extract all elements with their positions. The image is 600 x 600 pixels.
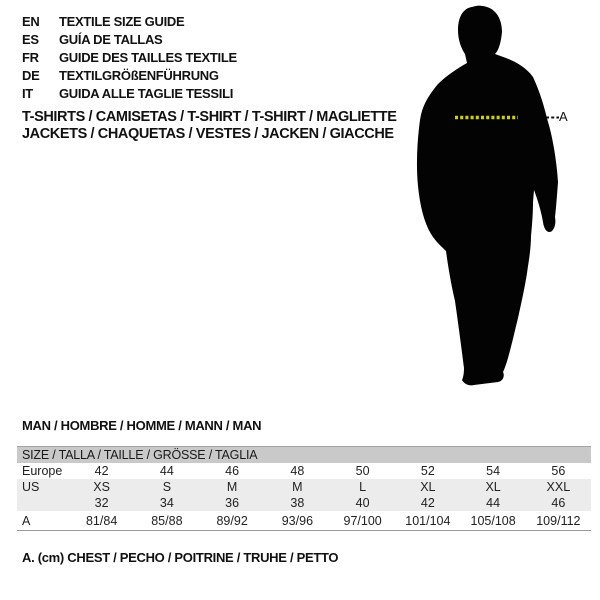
table-cell: 56: [551, 464, 566, 478]
size-table-header: SIZE / TALLA / TAILLE / GRÖSSE / TAGLIA: [17, 446, 591, 463]
table-cell: 97/100: [343, 513, 382, 528]
table-cell: 44: [159, 464, 174, 478]
table-cell: 85/88: [151, 513, 183, 528]
table-cell: 54: [486, 464, 501, 478]
table-cell: 44: [486, 495, 501, 510]
footnote-chest-measure: A. (cm) CHEST / PECHO / POITRINE / TRUHE / PETTO: [22, 550, 339, 565]
table-cell: 36: [225, 495, 240, 510]
table-row-a-chest: [17, 511, 591, 530]
table-cell: 46: [225, 464, 240, 478]
table-row-us: [17, 479, 591, 494]
table-cell: 81/84: [85, 513, 118, 528]
table-cell: M: [226, 479, 238, 494]
man-silhouette-svg: [410, 4, 580, 390]
language-list: [22, 13, 237, 103]
table-cell: 34: [159, 495, 174, 510]
table-cell: XXL: [546, 479, 571, 494]
table-cell: 101/104: [405, 513, 451, 528]
language-row-es: [22, 31, 237, 49]
product-line-jackets: JACKETS / CHAQUETAS / VESTES / JACKEN / GIACCHE: [22, 125, 394, 142]
table-cell: 52: [420, 464, 435, 478]
product-category-lines: [22, 109, 396, 142]
measure-a-label: A: [559, 109, 568, 124]
table-cell: 42: [420, 495, 435, 510]
table-cell: L: [359, 479, 367, 494]
table-cell: 109/112: [536, 513, 581, 528]
table-cell: XS: [93, 479, 110, 494]
language-row-fr: [22, 49, 237, 67]
language-row-de: [22, 67, 237, 85]
language-title: GUIDE DES TAILLES TEXTILE: [59, 50, 237, 65]
table-cell: XL: [420, 479, 436, 494]
man-silhouette-shape: [417, 6, 558, 386]
table-cell: S: [162, 479, 172, 494]
language-code: IT: [22, 86, 33, 101]
section-title-man: MAN / HOMBRE / HOMME / MANN / MAN: [22, 418, 262, 433]
language-title: TEXTILGRÖßENFÜHRUNG: [59, 68, 219, 83]
row-label: A: [22, 513, 31, 528]
language-title: GUÍA DE TALLAS: [59, 32, 163, 47]
language-code: FR: [22, 50, 39, 65]
table-cell: 93/96: [281, 513, 314, 528]
table-cell: 46: [551, 495, 566, 510]
table-row-europe: [17, 463, 591, 479]
language-row-it: [22, 85, 237, 103]
language-row-en: [22, 13, 237, 31]
table-cell: M: [292, 479, 303, 494]
language-code: DE: [22, 68, 40, 83]
row-label: US: [22, 479, 40, 494]
man-silhouette-figure: [410, 4, 580, 390]
language-code: EN: [22, 14, 40, 29]
table-cell: XL: [485, 479, 501, 494]
language-title: GUIDA ALLE TAGLIE TESSILI: [59, 86, 234, 101]
table-cell: 42: [94, 464, 109, 478]
table-cell: 89/92: [216, 513, 248, 528]
row-label: Europe: [22, 464, 63, 478]
product-line-tshirts: T-SHIRTS / CAMISETAS / T-SHIRT / T-SHIRT / MAGLIETTE: [22, 109, 397, 125]
table-cell: 38: [290, 495, 305, 510]
size-table: [17, 446, 591, 531]
language-title: TEXTILE SIZE GUIDE: [59, 14, 185, 29]
table-cell: 105/108: [470, 513, 516, 528]
table-cell: 48: [290, 464, 305, 478]
table-row-us-numeric: [17, 494, 591, 511]
language-code: ES: [22, 32, 39, 47]
table-cell: 50: [355, 464, 370, 478]
table-cell: 40: [355, 495, 370, 510]
table-cell: 32: [94, 495, 109, 510]
